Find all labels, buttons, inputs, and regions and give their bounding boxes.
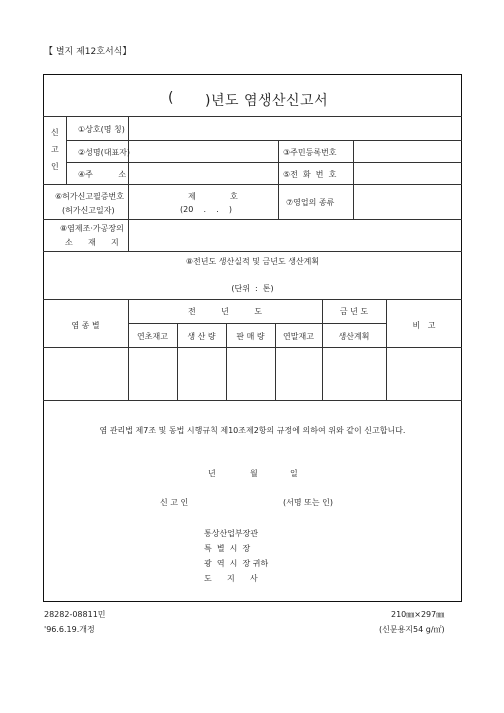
rule [353,140,354,219]
unit-label: (단위 : 톤) [231,284,274,293]
date-year: 년 [208,469,216,478]
permit-ho-prefix: 제 [188,192,196,201]
date-day: 일 [290,469,298,478]
date-month: 월 [250,469,258,478]
address-label: ④주 소 [78,170,127,179]
recipient-province: 도 지 사 [204,574,258,583]
rule [43,400,462,401]
col-opening-stock: 연초재고 [137,332,168,341]
factory-label-line1: ⑧염제조·가공장의 [60,224,124,233]
recipient-special-city: 특 별 시 장 [204,544,251,553]
title-divider [43,116,462,117]
rule [43,184,462,185]
col-sales: 판 매 량 [236,332,265,341]
this-year-header: 금 년 도 [339,307,369,316]
rule [43,219,462,220]
factory-label-line2: 소 재 지 [65,238,119,247]
form-title-open: ( [168,90,174,106]
reporter-label-2: 고 [51,145,59,154]
col-production-plan: 생산계획 [338,332,370,341]
rule [66,140,462,141]
rule [278,140,279,219]
rule [128,323,386,324]
reporter-sign-label: 신 고 인 [160,498,189,507]
permit-date-label: (허가신고일자) [62,206,115,215]
signature-label: (서명 또는 인) [283,498,333,507]
form-number: 【 별지 제12호서식】 [44,47,132,57]
permit-date-placeholder: (20 . . ) [180,205,233,214]
rule [66,162,462,163]
form-code: 28282-08811민 [44,610,106,619]
salt-type-header: 염 종 별 [71,321,100,330]
recipient-metro-city: 광 역 시 장 귀하 [204,559,269,568]
declaration-statement: 염 관리법 제7조 및 동법 시행규칙 제10조제2항의 규정에 의하여 위와 같이 신고합니다. [99,426,406,435]
rule [43,347,462,348]
recipient-minister: 통상산업부장관 [204,529,259,538]
name-label: ②성명(대표자) [78,148,131,157]
production-plan-title: ⑧전년도 생산실적 및 금년도 생산계획 [185,257,320,266]
reporter-label-3: 인 [51,162,59,171]
phone-label: ⑤전 화 번 호 [283,170,337,179]
permit-number-label: ⑥허가신고필증번호 [55,192,124,201]
trade-name-label: ①상호(명 칭) [78,125,125,134]
rule [43,299,462,300]
form-title: )년도 염생산신고서 [205,93,329,109]
rule [128,116,129,251]
rule [43,251,462,252]
reporter-label-1: 신 [51,128,59,137]
paper-type: (신문용지54 g/㎡) [379,625,445,634]
rule [66,116,67,184]
permit-ho-suffix: 호 [230,192,238,201]
business-type-label: ⑦영업의 종류 [286,198,335,207]
prev-year-header: 전 년 도 [187,307,263,316]
revision-date: '96.6.19.개정 [44,625,95,634]
rule [386,299,387,400]
resident-no-label: ③주민등록번호 [283,148,337,157]
col-production: 생 산 량 [187,332,216,341]
col-closing-stock: 연말재고 [283,332,314,341]
paper-size: 210㎜×297㎜ [391,610,445,619]
remarks-header: 비 고 [412,321,436,330]
